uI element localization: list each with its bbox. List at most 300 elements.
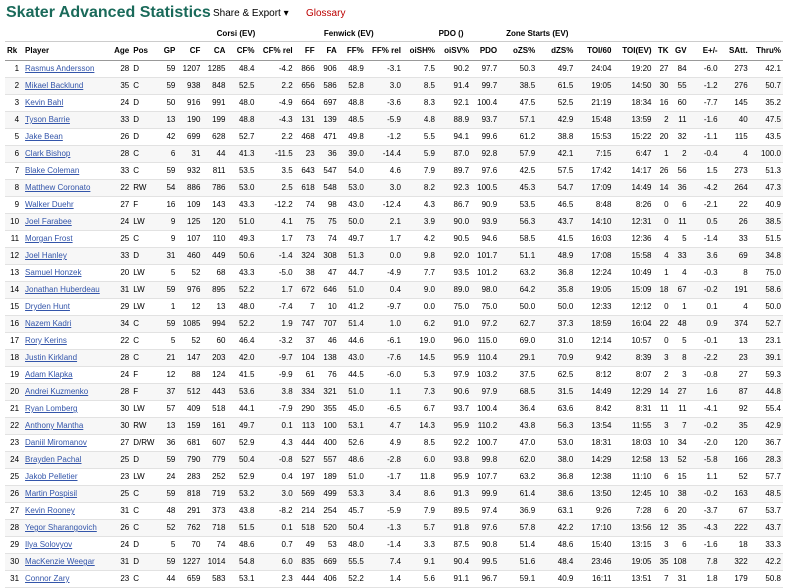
stat-cell: 99.6: [481, 132, 498, 141]
stat-cell: 43.7: [557, 217, 574, 226]
stat-cell: 93.5: [453, 268, 470, 277]
stat-cell: -1.3: [387, 523, 401, 532]
column-header[interactable]: Player: [23, 42, 111, 61]
glossary-link[interactable]: Glossary: [306, 8, 346, 19]
stat-cell: 44: [166, 574, 176, 583]
stat-cell: 91.0: [453, 319, 470, 328]
stat-cell: 42.5: [519, 166, 536, 175]
stat-cell: 9.1: [423, 557, 435, 566]
player-link[interactable]: Clark Bishop: [25, 149, 71, 158]
player-link[interactable]: Dryden Hunt: [25, 302, 70, 311]
stat-cell: 13:59: [631, 115, 652, 124]
column-header[interactable]: Age: [111, 42, 131, 61]
stat-cell: 96.0: [453, 336, 470, 345]
stat-cell: 91.3: [453, 489, 470, 498]
rank-cell: 16: [10, 319, 20, 328]
stat-cell: 97.6: [481, 523, 498, 532]
stat-cell: 48.4: [557, 557, 574, 566]
stat-cell: -3.2: [278, 336, 293, 345]
stat-cell: 90.6: [453, 387, 470, 396]
stat-cell: 5.3: [423, 370, 435, 379]
stat-cell: 4: [664, 251, 669, 260]
stat-cell: 51.0: [348, 285, 364, 294]
player-link[interactable]: MacKenzie Weegar: [25, 557, 95, 566]
stat-cell: 55: [677, 81, 687, 90]
stat-cell: 6.0: [423, 455, 435, 464]
stat-cell: 8:48: [595, 200, 612, 209]
stat-cell: 811: [212, 166, 226, 175]
stat-cell: 51.0: [238, 217, 255, 226]
stat-cell: 273: [734, 166, 748, 175]
column-header[interactable]: SAtt.: [720, 42, 750, 61]
stat-cell: 1.9: [281, 319, 293, 328]
player-link[interactable]: Blake Coleman: [25, 166, 80, 175]
stat-cell: 163: [734, 489, 748, 498]
stat-cell: -0.4: [703, 149, 718, 158]
rank-cell: 5: [14, 132, 20, 141]
stat-cell: 99.8: [481, 455, 498, 464]
player-link[interactable]: Jake Bean: [25, 132, 63, 141]
stat-cell: 47: [327, 268, 337, 277]
stat-cell: 38.5: [519, 81, 536, 90]
player-cell: [23, 78, 111, 95]
stat-cell: 61: [305, 370, 315, 379]
position-cell: C: [133, 166, 140, 175]
player-link[interactable]: Samuel Honzek: [25, 268, 82, 277]
stat-cell: 8:39: [635, 353, 652, 362]
column-header[interactable]: FA: [317, 42, 339, 61]
stat-cell: 28: [120, 353, 130, 362]
stat-cell: 52: [677, 455, 687, 464]
stat-cell: 18: [659, 285, 669, 294]
column-header[interactable]: TOI(EV): [613, 42, 653, 61]
column-header[interactable]: oZS%: [499, 42, 537, 61]
stat-cell: 15:40: [591, 540, 612, 549]
column-header[interactable]: oiSV%: [437, 42, 471, 61]
stat-cell: 13: [738, 336, 748, 345]
stat-cell: 4: [743, 149, 748, 158]
stat-cell: 779: [212, 455, 226, 464]
stat-cell: 607: [212, 438, 226, 447]
stat-cell: 52.9: [238, 472, 255, 481]
stat-cell: 97.7: [481, 64, 498, 73]
table-row: [5, 214, 783, 231]
stat-cell: -7.6: [387, 353, 401, 362]
stat-cell: 46: [327, 336, 337, 345]
stat-cell: 1: [664, 268, 669, 277]
group-corsi: Corsi (EV): [177, 27, 294, 42]
player-link[interactable]: Joel Hanley: [25, 251, 67, 260]
column-header[interactable]: CF%: [227, 42, 256, 61]
column-header[interactable]: FF: [295, 42, 317, 61]
stat-cell: 12:14: [591, 336, 612, 345]
player-link[interactable]: Connor Zary: [25, 574, 70, 583]
position-cell: D: [133, 251, 140, 260]
stat-cell: 19:20: [631, 64, 652, 73]
column-header[interactable]: Thru%: [750, 42, 783, 61]
player-link[interactable]: Matthew Coronato: [25, 183, 91, 192]
stat-cell: 61.4: [519, 489, 536, 498]
stat-cell: 41.5: [238, 370, 255, 379]
stat-cell: 32: [677, 132, 687, 141]
stat-cell: 12:31: [631, 217, 652, 226]
stat-cell: 74: [305, 200, 315, 209]
stat-cell: 48.4: [238, 64, 255, 73]
table-row: [5, 180, 783, 197]
player-link[interactable]: Morgan Frost: [25, 234, 73, 243]
stat-cell: 43.3: [238, 268, 255, 277]
stat-cell: 7.5: [423, 64, 435, 73]
position-cell: LW: [133, 472, 145, 481]
stat-cell: 1.5: [706, 166, 718, 175]
stat-cell: 444: [301, 574, 315, 583]
column-header[interactable]: dZS%: [537, 42, 575, 61]
stat-cell: 53: [327, 540, 337, 549]
player-link[interactable]: Ilya Solovyov: [25, 540, 73, 549]
stat-cell: 11: [678, 217, 687, 226]
player-link[interactable]: Justin Kirkland: [25, 353, 78, 362]
stat-cell: 40.9: [765, 200, 781, 209]
stat-cell: 30: [659, 81, 669, 90]
stat-cell: 30: [120, 421, 130, 430]
stat-cell: 518: [301, 523, 315, 532]
column-header[interactable]: PDO: [471, 42, 499, 61]
stat-cell: 34: [677, 438, 687, 447]
player-link[interactable]: Adam Klapka: [25, 370, 73, 379]
table-row: [5, 401, 783, 418]
stat-cell: 3.9: [423, 217, 435, 226]
stat-cell: -6.0: [703, 64, 718, 73]
stat-cell: 145: [734, 98, 748, 107]
stat-cell: 59: [166, 319, 176, 328]
stat-cell: -5.8: [703, 455, 718, 464]
stat-cell: 57.5: [557, 166, 574, 175]
position-cell: F: [133, 370, 139, 379]
stat-cell: 499: [323, 489, 337, 498]
stat-cell: 59: [166, 166, 176, 175]
position-cell: C: [133, 489, 140, 498]
stat-cell: -1.4: [703, 234, 718, 243]
stat-cell: 15:58: [631, 251, 652, 260]
stat-cell: 264: [734, 183, 748, 192]
stat-cell: 92.3: [453, 183, 470, 192]
stat-cell: 33: [677, 251, 687, 260]
stat-cell: 3: [664, 353, 669, 362]
player-link[interactable]: Ryan Lomberg: [25, 404, 78, 413]
stat-cell: 0.5: [706, 217, 718, 226]
stat-cell: 19:05: [631, 557, 652, 566]
player-link[interactable]: Rory Kerins: [25, 336, 67, 345]
stat-cell: 222: [734, 523, 748, 532]
column-header[interactable]: Rk: [5, 42, 23, 61]
column-header[interactable]: GV: [671, 42, 689, 61]
stat-cell: 86.7: [453, 200, 470, 209]
stat-cell: 27: [738, 370, 748, 379]
stat-cell: 586: [323, 81, 337, 90]
stat-cell: 53.6: [238, 387, 255, 396]
stat-cell: 49.7: [557, 64, 574, 73]
stat-cell: 21: [166, 353, 176, 362]
rank-cell: 21: [10, 404, 20, 413]
stat-cell: 3.4: [389, 489, 401, 498]
player-link[interactable]: Anthony Mantha: [25, 421, 84, 430]
group-header-row: [5, 27, 783, 42]
stat-cell: 95.9: [453, 421, 470, 430]
stat-cell: 94.6: [481, 234, 498, 243]
stat-cell: 36: [327, 149, 337, 158]
stat-cell: 557: [323, 455, 337, 464]
stat-cell: 29.1: [519, 353, 536, 362]
rank-cell: 19: [10, 370, 20, 379]
stat-cell: 23: [120, 472, 130, 481]
stat-cell: 22: [120, 336, 130, 345]
stat-cell: 628: [212, 132, 226, 141]
stat-cell: 41.2: [348, 302, 364, 311]
stat-cell: 98.0: [481, 285, 498, 294]
stat-cell: 28.3: [765, 455, 781, 464]
stat-cell: 63.2: [519, 268, 536, 277]
stat-cell: 6: [682, 540, 687, 549]
stat-cell: 22: [738, 200, 748, 209]
stat-cell: 334: [301, 387, 315, 396]
stat-cell: 527: [301, 455, 315, 464]
stat-cell: 29: [120, 302, 130, 311]
stat-cell: 1.7: [281, 234, 293, 243]
stat-cell: 74: [327, 234, 337, 243]
stat-cell: 16:03: [591, 234, 612, 243]
stat-cell: 36.8: [557, 268, 574, 277]
stat-cell: 1.8: [706, 574, 718, 583]
stat-cell: 39.0: [348, 149, 364, 158]
stat-cell: 699: [187, 132, 201, 141]
stat-cell: 90.9: [481, 200, 498, 209]
rank-cell: 30: [10, 557, 20, 566]
column-header[interactable]: Pos: [131, 42, 157, 61]
stat-cell: 33: [120, 166, 130, 175]
stat-cell: 10:57: [631, 336, 652, 345]
player-link[interactable]: Yegor Sharangovich: [25, 523, 97, 532]
player-link[interactable]: Daniil Miromanov: [25, 438, 87, 447]
stat-cell: 33.3: [765, 540, 781, 549]
stat-cell: 4.3: [281, 438, 293, 447]
stat-cell: 51.4: [348, 319, 364, 328]
player-link[interactable]: Kevin Rooney: [25, 506, 75, 515]
stat-cell: 53.7: [765, 506, 781, 515]
stat-cell: 3: [664, 540, 669, 549]
table-row: [5, 554, 783, 571]
stat-cell: 19:05: [591, 285, 612, 294]
player-link[interactable]: Kevin Bahl: [25, 98, 64, 107]
table-row: [5, 503, 783, 520]
stat-cell: 35: [738, 421, 748, 430]
stat-cell: 70.9: [557, 353, 574, 362]
player-cell: [23, 282, 111, 299]
stat-cell: 51.6: [519, 557, 536, 566]
player-link[interactable]: Martin Pospisil: [25, 489, 78, 498]
stat-cell: 48.0: [238, 302, 255, 311]
player-link[interactable]: Joel Farabee: [25, 217, 72, 226]
column-header[interactable]: FF% rel: [366, 42, 403, 61]
stat-cell: 61.5: [557, 81, 574, 90]
stat-cell: 23:46: [591, 557, 612, 566]
player-link[interactable]: Mikael Backlund: [25, 81, 84, 90]
table-row: [5, 418, 783, 435]
stat-cell: 44.8: [765, 387, 781, 396]
stat-cell: -5.0: [278, 268, 293, 277]
player-cell: [23, 520, 111, 537]
stat-cell: 22: [120, 183, 130, 192]
stat-cell: -1.6: [703, 115, 718, 124]
stat-cell: 8.6: [423, 489, 435, 498]
player-link[interactable]: Jakob Pelletier: [25, 472, 78, 481]
position-cell: RW: [133, 183, 147, 192]
stat-cell: 13: [216, 302, 226, 311]
column-header[interactable]: CA: [202, 42, 227, 61]
stat-cell: 50.6: [238, 251, 255, 260]
stat-cell: 54.0: [348, 166, 364, 175]
stat-cell: 26: [120, 132, 130, 141]
position-cell: D: [133, 557, 140, 566]
table-row: [5, 61, 783, 78]
stat-cell: 99.5: [481, 557, 498, 566]
player-cell: [23, 248, 111, 265]
player-cell: [23, 180, 111, 197]
stat-cell: 12: [191, 302, 201, 311]
stat-cell: 290: [301, 404, 315, 413]
stat-cell: 5.5: [423, 132, 435, 141]
stat-cell: 18:31: [591, 438, 612, 447]
stat-cell: 44.1: [238, 404, 255, 413]
stat-cell: 895: [212, 285, 226, 294]
player-link[interactable]: Walker Duehr: [25, 200, 74, 209]
stat-cell: 90.8: [481, 540, 498, 549]
stat-cell: 11:10: [632, 472, 652, 481]
stat-cell: 11: [660, 404, 669, 413]
stat-cell: 113: [301, 421, 315, 430]
rank-cell: 3: [14, 98, 20, 107]
stat-cell: 56: [677, 166, 687, 175]
stat-cell: 8.5: [423, 438, 435, 447]
stat-cell: 8:12: [595, 370, 612, 379]
stat-cell: 97.9: [481, 387, 498, 396]
stat-cell: 547: [323, 166, 337, 175]
column-header[interactable]: FF%: [339, 42, 366, 61]
stat-cell: 190: [187, 115, 201, 124]
player-link[interactable]: Rasmus Andersson: [25, 64, 95, 73]
column-header[interactable]: oiSH%: [403, 42, 437, 61]
stat-cell: 58.5: [519, 234, 536, 243]
stat-cell: 75.0: [765, 268, 781, 277]
stat-cell: 11: [678, 115, 687, 124]
stat-cell: 47.5: [765, 115, 781, 124]
stat-cell: 191: [734, 285, 748, 294]
stat-cell: -0.3: [703, 268, 718, 277]
column-header[interactable]: E+/-: [689, 42, 720, 61]
player-link[interactable]: Nazem Kadri: [25, 319, 72, 328]
share-export-menu[interactable]: Share & Export ▾: [213, 8, 289, 19]
stat-cell: 28: [120, 149, 130, 158]
stat-cell: 5.9: [423, 149, 435, 158]
stat-cell: 1: [170, 302, 176, 311]
stat-cell: 322: [734, 557, 748, 566]
stat-cell: 42.2: [557, 523, 574, 532]
stat-cell: 6:47: [635, 149, 652, 158]
stat-cell: 43.8: [238, 506, 255, 515]
stat-cell: -3.7: [703, 506, 718, 515]
stat-cell: 8:26: [635, 200, 652, 209]
stat-cell: -2.0: [703, 438, 718, 447]
stat-cell: 63.1: [557, 506, 574, 515]
column-header[interactable]: TOI/60: [575, 42, 613, 61]
stat-cell: 50.4: [348, 523, 364, 532]
table-row: [5, 367, 783, 384]
stat-cell: 43.3: [238, 200, 255, 209]
stat-cell: 12:33: [591, 302, 612, 311]
stat-cell: 38: [677, 489, 687, 498]
player-link[interactable]: Tyson Barrie: [25, 115, 70, 124]
stat-cell: 7.4: [389, 557, 401, 566]
player-link[interactable]: Jonathan Huberdeau: [25, 285, 100, 294]
stat-cell: 2.3: [281, 574, 293, 583]
column-header[interactable]: TK: [653, 42, 670, 61]
stat-cell: 38.8: [557, 132, 574, 141]
stat-cell: 8:07: [635, 370, 652, 379]
stat-cell: 89.5: [453, 506, 470, 515]
stat-cell: 47.5: [519, 98, 536, 107]
stat-cell: 1207: [182, 64, 201, 73]
stat-cell: 291: [187, 506, 201, 515]
stat-cell: 93.7: [453, 404, 470, 413]
stat-cell: 100.7: [477, 438, 498, 447]
stat-cell: 8.2: [423, 183, 435, 192]
stat-cell: 8.3: [423, 98, 435, 107]
position-cell: C: [133, 506, 140, 515]
stat-cell: 124: [212, 370, 226, 379]
column-header[interactable]: CF: [177, 42, 202, 61]
stat-cell: 38.6: [557, 489, 574, 498]
stat-cell: 75.0: [453, 302, 470, 311]
stat-cell: -3.6: [387, 98, 401, 107]
stat-cell: 62.5: [557, 370, 574, 379]
page-header: [0, 0, 800, 28]
column-header[interactable]: CF% rel: [257, 42, 295, 61]
stat-cell: 308: [323, 251, 337, 260]
stat-cell: 42.1: [557, 149, 574, 158]
table-row: [5, 299, 783, 316]
player-link[interactable]: Brayden Pachal: [25, 455, 82, 464]
stat-cell: -0.2: [703, 489, 718, 498]
stat-cell: 60: [216, 336, 226, 345]
stat-cell: 14:17: [631, 166, 652, 175]
stat-cell: 17:09: [591, 183, 612, 192]
stat-cell: 94.1: [453, 132, 470, 141]
table-row: [5, 282, 783, 299]
stat-cell: 45.7: [348, 506, 364, 515]
player-link[interactable]: Andrei Kuzmenko: [25, 387, 89, 396]
rank-cell: 12: [10, 251, 20, 260]
column-header[interactable]: GP: [157, 42, 177, 61]
table-row: [5, 350, 783, 367]
stat-cell: 21:19: [591, 98, 612, 107]
stat-cell: 93.7: [481, 115, 498, 124]
stat-cell: -2.2: [703, 353, 718, 362]
stat-cell: 1.0: [389, 319, 401, 328]
stat-cell: 100: [323, 421, 337, 430]
stat-cell: 18:34: [631, 98, 652, 107]
stat-cell: 44.6: [348, 336, 364, 345]
stat-cell: 276: [734, 81, 748, 90]
stat-cell: 355: [323, 404, 337, 413]
